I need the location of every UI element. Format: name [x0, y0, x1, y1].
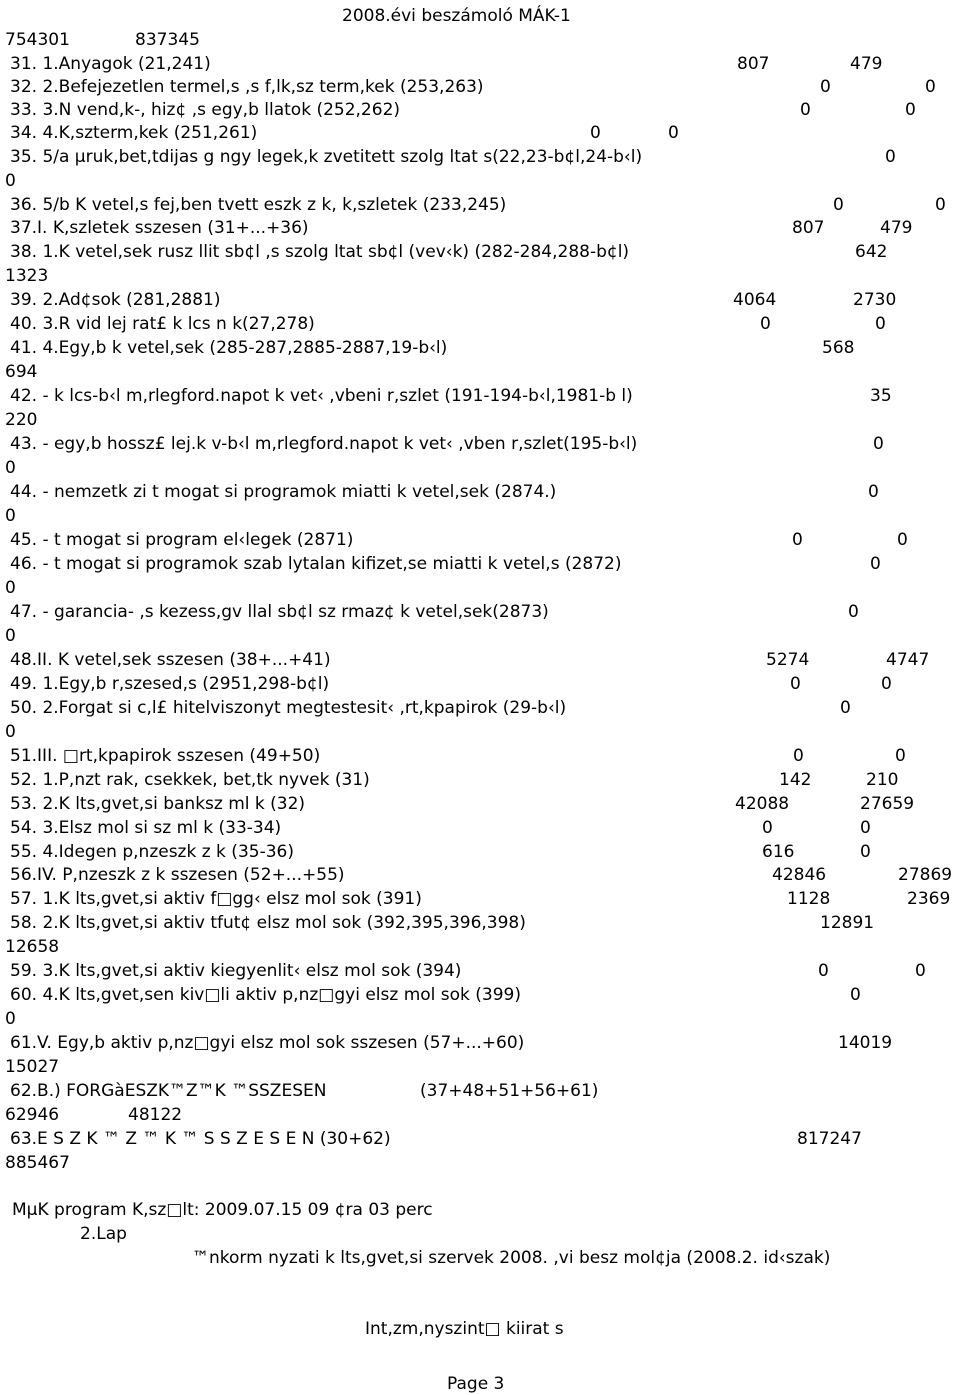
row-value-2: 0 — [881, 674, 892, 694]
row-value-1: 62946 — [5, 1105, 60, 1125]
row-value-1: 0 — [760, 314, 771, 334]
row-value-2: 0 — [668, 123, 679, 143]
row-label: 34. 4.K,szterm,kek (251,261) — [10, 123, 258, 143]
row-value-1: 616 — [762, 842, 795, 862]
row-value-1: 568 — [822, 338, 855, 358]
row-value-1: 42846 — [772, 865, 827, 885]
row-value-2: 27659 — [860, 794, 915, 814]
row-value-1: 807 — [737, 54, 770, 74]
institution-level: Int,zm,nyszint□ kiirat s — [365, 1319, 564, 1339]
row-value-1: 0 — [848, 602, 859, 622]
row-value-2: 0 — [5, 458, 16, 478]
row-value-1: 0 — [792, 530, 803, 550]
row-value-1: 0 — [833, 195, 844, 215]
row-label: 62.B.) FORGàESZK™Z™K ™SSZESEN — [10, 1081, 327, 1101]
row-value-1: 0 — [818, 961, 829, 981]
row-value-1: 142 — [779, 770, 812, 790]
report-id: 754301 — [5, 30, 70, 50]
report-title: ™nkorm nyzati k lts,gvet,si szervek 2008. ,vi besz mol¢ja (2008.2. id‹szak) — [192, 1248, 831, 1268]
row-value-2: 0 — [935, 195, 946, 215]
row-value-2: 0 — [905, 100, 916, 120]
row-value-1: 817247 — [797, 1129, 862, 1149]
row-label: 32. 2.Befejezetlen termel,s ,s f,lk,sz term,kek (253,263) — [10, 77, 484, 97]
row-label: 52. 1.P,nzt rak, csekkek, bet,tk nyvek (31) — [10, 770, 370, 790]
row-value-2: 12658 — [5, 937, 60, 957]
row-value-2: 0 — [5, 578, 16, 598]
row-label: 46. - t mogat si programok szab lytalan kifizet,se miatti k vetel,s (2872) — [10, 554, 622, 574]
row-value-1: 0 — [790, 674, 801, 694]
row-value-2: 27869 — [898, 865, 953, 885]
row-value-2: 220 — [5, 410, 38, 430]
row-value-2: 479 — [880, 218, 913, 238]
row-value-1: 642 — [855, 242, 888, 262]
row-value-2: 0 — [5, 626, 16, 646]
row-value-1: 42088 — [735, 794, 790, 814]
row-value-2: 48122 — [128, 1105, 183, 1125]
row-label: 60. 4.K lts,gvet,sen kiv□li aktiv p,nz□gyi elsz mol sok (399) — [10, 985, 521, 1005]
row-value-1: 0 — [885, 147, 896, 167]
row-value-1: 4064 — [733, 290, 777, 310]
report-code: 837345 — [135, 30, 200, 50]
row-label: 31. 1.Anyagok (21,241) — [10, 54, 211, 74]
row-label: 33. 3.N vend,k-, hiz¢ ,s egy,b llatok (252,262) — [10, 100, 401, 120]
row-value-1: 12891 — [820, 913, 875, 933]
row-value-2: 885467 — [5, 1153, 70, 1173]
row-label: 45. - t mogat si program el‹legek (2871) — [10, 530, 354, 550]
row-label: 41. 4.Egy,b k vetel,sek (285-287,2885-2887,19-b‹l) — [10, 338, 448, 358]
row-label: 56.IV. P,nzeszk z k sszesen (52+...+55) — [10, 865, 345, 885]
row-value-2: 15027 — [5, 1057, 60, 1077]
row-value-2: 0 — [860, 842, 871, 862]
page-number: Page 3 — [447, 1374, 505, 1394]
row-label: 57. 1.K lts,gvet,si aktiv f□gg‹ elsz mol sok (391) — [10, 889, 422, 909]
row-label: 59. 3.K lts,gvet,si aktiv kiegyenlit‹ elsz mol sok (394) — [10, 961, 462, 981]
row-value-1: 0 — [870, 554, 881, 574]
row-value-1: 807 — [792, 218, 825, 238]
row-label: 58. 2.K lts,gvet,si aktiv tfut¢ elsz mol sok (392,395,396,398) — [10, 913, 526, 933]
row-value-2: 0 — [5, 171, 16, 191]
row-label: 38. 1.K vetel,sek rusz llit sb¢l ,s szolg ltat sb¢l (vev‹k) (282-284,288-b¢l) — [10, 242, 630, 262]
row-value-2: 4747 — [886, 650, 930, 670]
row-label: 37.I. K,szletek sszesen (31+...+36) — [10, 218, 309, 238]
row-value-2: 0 — [5, 506, 16, 526]
row-value-2: 0 — [860, 818, 871, 838]
row-range: (37+48+51+56+61) — [420, 1081, 599, 1101]
row-label: 53. 2.K lts,gvet,si banksz ml k (32) — [10, 794, 306, 814]
row-value-1: 5274 — [766, 650, 810, 670]
row-value-2: 0 — [925, 77, 936, 97]
row-label: 44. - nemzetk zi t mogat si programok miatti k vetel,sek (2874.) — [10, 482, 557, 502]
row-value-1: 0 — [800, 100, 811, 120]
row-label: 55. 4.Idegen p,nzeszk z k (35-36) — [10, 842, 294, 862]
page-header: 2008.évi beszámoló MÁK-1 — [342, 6, 571, 26]
row-label: 49. 1.Egy,b r,szesed,s (2951,298-b¢l) — [10, 674, 330, 694]
row-value-1: 0 — [868, 482, 879, 502]
row-value-2: 0 — [875, 314, 886, 334]
row-label: 50. 2.Forgat si c,l£ hitelviszonyt megtestesit‹ ,rt,kpapirok (29-b‹l) — [10, 698, 567, 718]
program-info: MµK program K,sz□lt: 2009.07.15 09 ¢ra 03 perc — [12, 1200, 433, 1220]
row-value-1: 0 — [793, 746, 804, 766]
row-value-1: 0 — [850, 985, 861, 1005]
row-value-1: 1128 — [787, 889, 831, 909]
row-label: 43. - egy,b hossz£ lej.k v-b‹l m,rlegford.napot k vet‹ ,vben r,szlet(195-b‹l) — [10, 434, 638, 454]
row-label: 54. 3.Elsz mol si sz ml k (33-34) — [10, 818, 282, 838]
row-value-1: 0 — [840, 698, 851, 718]
row-value-1: 0 — [590, 123, 601, 143]
row-value-2: 0 — [915, 961, 926, 981]
row-label: 51.III. □rt,kpapirok sszesen (49+50) — [10, 746, 321, 766]
row-label: 36. 5/b K vetel,s fej,ben tvett eszk z k, k,szletek (233,245) — [10, 195, 507, 215]
row-value-2: 0 — [897, 530, 908, 550]
lap-number: 2.Lap — [80, 1224, 127, 1244]
row-value-2: 694 — [5, 362, 38, 382]
row-value-1: 0 — [873, 434, 884, 454]
row-label: 42. - k lcs-b‹l m,rlegford.napot k vet‹ ,vbeni r,szlet (191-194-b‹l,1981-b l) — [10, 386, 633, 406]
row-label: 63.E S Z K ™ Z ™ K ™ S S Z E S E N (30+62) — [10, 1129, 391, 1149]
row-label: 39. 2.Ad¢sok (281,2881) — [10, 290, 221, 310]
row-label: 40. 3.R vid lej rat£ k lcs n k(27,278) — [10, 314, 315, 334]
row-label: 61.V. Egy,b aktiv p,nz□gyi elsz mol sok sszesen (57+...+60) — [10, 1033, 525, 1053]
row-value-1: 0 — [820, 77, 831, 97]
row-value-2: 479 — [850, 54, 883, 74]
row-label: 35. 5/a µruk,bet,tdijas g ngy legek,k zvetitett szolg ltat s(22,23-b¢l,24-b‹l) — [10, 147, 643, 167]
row-value-2: 2369 — [907, 889, 951, 909]
row-value-1: 35 — [870, 386, 892, 406]
row-label: 48.II. K vetel,sek sszesen (38+...+41) — [10, 650, 331, 670]
row-value-1: 14019 — [838, 1033, 893, 1053]
row-value-1: 0 — [762, 818, 773, 838]
row-value-2: 1323 — [5, 266, 49, 286]
row-value-2: 0 — [895, 746, 906, 766]
row-value-2: 0 — [5, 1009, 16, 1029]
row-value-2: 0 — [5, 722, 16, 742]
row-label: 47. - garancia- ,s kezess,gv llal sb¢l sz rmaz¢ k vetel,sek(2873) — [10, 602, 549, 622]
row-value-2: 210 — [866, 770, 899, 790]
row-value-2: 2730 — [853, 290, 897, 310]
